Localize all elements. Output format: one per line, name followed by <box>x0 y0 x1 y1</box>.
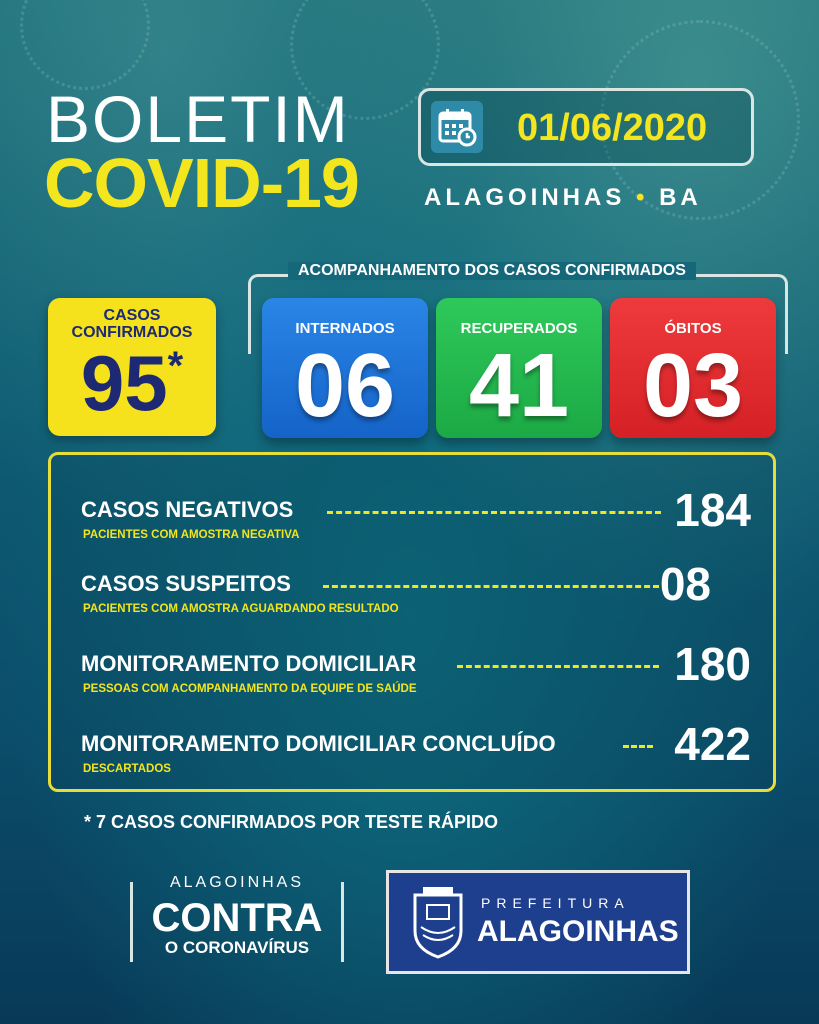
campaign-line1: ALAGOINHAS <box>169 874 305 891</box>
confirmed-value-wrap <box>48 338 216 427</box>
stat-label: INTERNADOS <box>295 320 395 337</box>
city-label <box>424 184 702 212</box>
stat-card-recuperados <box>436 298 602 438</box>
stat-label: RECUPERADOS <box>460 320 578 337</box>
dotted-leader <box>323 585 659 588</box>
detail-subtitle: DESCARTADOS <box>83 763 171 775</box>
confirmed-asterisk: * <box>167 343 184 388</box>
stat-label: ÓBITOS <box>664 320 722 337</box>
prefeitura-logo <box>386 870 690 974</box>
detail-value: 180 <box>674 638 751 690</box>
detail-subtitle: PACIENTES COM AMOSTRA AGUARDANDO RESULTADO <box>83 603 399 615</box>
prefeitura-line2: ALAGOINHAS <box>477 915 679 948</box>
stat-value: 03 <box>642 336 744 436</box>
detail-name: MONITORAMENTO DOMICILIAR CONCLUÍDO <box>81 731 556 756</box>
stat-value: 06 <box>294 336 396 436</box>
title-covid: COVID-19 <box>44 144 359 222</box>
stat-value: 41 <box>468 336 570 436</box>
detail-subtitle: PESSOAS COM ACOMPANHAMENTO DA EQUIPE DE SAÚDE <box>83 683 417 695</box>
city-name: ALAGOINHAS <box>424 184 626 211</box>
separator-dot: • <box>636 184 649 211</box>
campaign-logo <box>130 874 344 962</box>
confirmed-label: CASOS CONFIRMADOS <box>71 307 193 341</box>
bulletin-date: 01/06/2020 <box>517 107 708 149</box>
campaign-line3: O CORONAVÍRUS <box>164 938 310 957</box>
dotted-leader <box>327 511 661 514</box>
detail-name: CASOS SUSPEITOS <box>81 571 291 596</box>
confirmed-cases-card <box>48 298 216 436</box>
detail-subtitle: PACIENTES COM AMOSTRA NEGATIVA <box>83 529 300 541</box>
dotted-leader <box>623 745 653 748</box>
detail-name: MONITORAMENTO DOMICILIAR <box>81 651 417 676</box>
footnote: * 7 CASOS CONFIRMADOS POR TESTE RÁPIDO <box>84 812 499 832</box>
calendar-icon <box>431 101 483 153</box>
virus-decoration <box>20 0 150 90</box>
stat-card-internados <box>262 298 428 438</box>
campaign-line2: CONTRA <box>151 896 323 940</box>
tracking-label: ACOMPANHAMENTO DOS CASOS CONFIRMADOS <box>288 262 696 280</box>
details-panel <box>48 452 776 792</box>
dotted-leader <box>457 665 659 668</box>
title-boletim: BOLETIM <box>46 82 350 156</box>
prefeitura-line1: PREFEITURA <box>481 895 630 911</box>
state-name: BA <box>659 184 702 211</box>
detail-value: 184 <box>674 484 751 536</box>
date-box <box>418 88 754 166</box>
stat-card-obitos <box>610 298 776 438</box>
crest-icon <box>407 883 469 963</box>
detail-value: 422 <box>674 718 751 770</box>
detail-name: CASOS NEGATIVOS <box>81 497 294 522</box>
confirmed-value: 95 <box>80 338 168 427</box>
detail-value: 08 <box>659 558 711 610</box>
